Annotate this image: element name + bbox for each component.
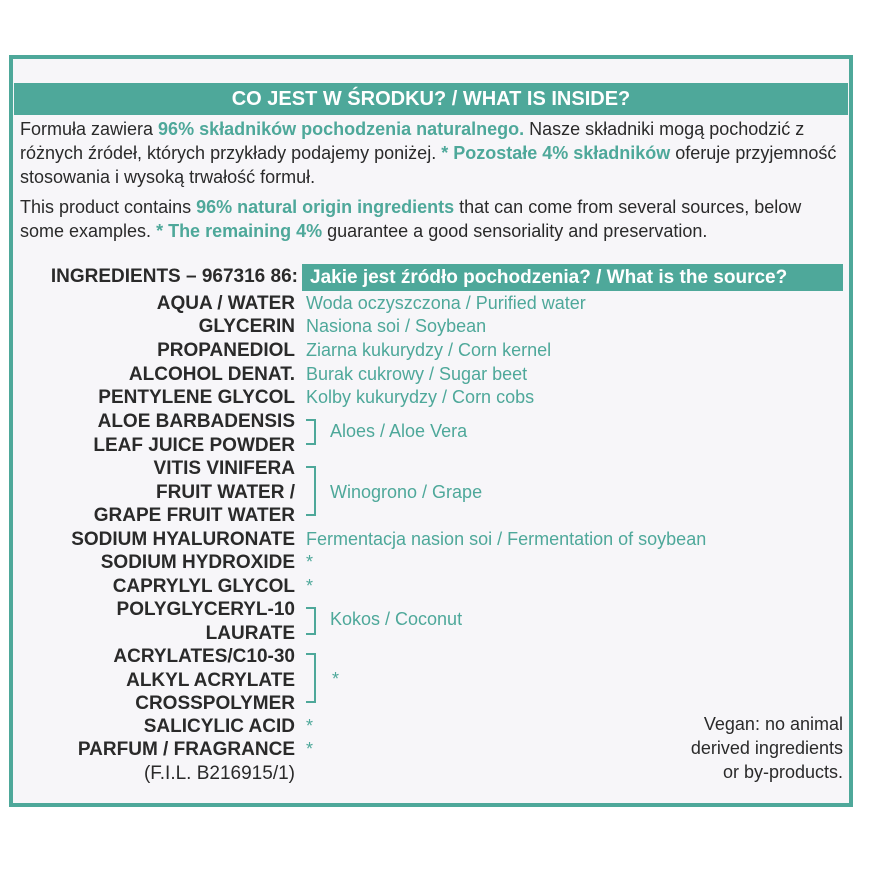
intro-english: This product contains 96% natural origin ingredients that can come from several sources, below some examples. * The remaining 4% guarantee a good sensoriality and preservation. xyxy=(20,197,802,241)
ingredient-name: CROSSPOLYMER xyxy=(135,693,295,714)
ingredient-name: CAPRYLYL GLYCOL xyxy=(112,576,295,597)
intro-polish: Formuła zawiera 96% składników pochodzenia naturalnego. Nasze składniki mogą pochodzić z różnych źródeł, których przykłady podajemy poniżej. * Pozostałe 4% składników oferuje przyjemność stosowania i wysoką trwałość formuł. xyxy=(20,119,837,187)
ingredient-name: SALICYLIC ACID xyxy=(143,716,295,737)
ingredient-name: AQUA / WATER xyxy=(156,293,295,314)
bracket-grape xyxy=(306,466,316,516)
ingredient-name: SODIUM HYDROXIDE xyxy=(100,552,295,573)
source-text: Ziarna kukurydzy / Corn kernel xyxy=(306,340,552,360)
source-text: Woda oczyszczona / Purified water xyxy=(306,293,586,313)
remaining-marker: * xyxy=(306,716,314,736)
ingredient-name: ACRYLATES/C10-30 xyxy=(113,646,295,667)
source-text: Kokos / Coconut xyxy=(330,609,463,629)
remaining-marker: * xyxy=(306,552,314,572)
ingredient-name: PARFUM / FRAGRANCE xyxy=(77,739,295,760)
vegan-statement: Vegan: no animal derived ingredients or by-products. xyxy=(690,714,843,782)
ingredients-heading: INGREDIENTS – 967316 86: xyxy=(50,266,298,287)
ingredient-name: VITIS VINIFERA xyxy=(153,458,295,479)
source-text: Fermentacja nasion soi / Fermentation of soybean xyxy=(306,529,707,549)
fil-code: (F.I.L. B216915/1) xyxy=(143,763,295,784)
ingredient-name: GLYCERIN xyxy=(198,316,295,337)
ingredient-name: FRUIT WATER / xyxy=(156,482,295,503)
remaining-marker: * xyxy=(306,576,314,596)
ingredient-name: GRAPE FRUIT WATER xyxy=(93,505,295,526)
source-text: Aloes / Aloe Vera xyxy=(330,421,468,441)
ingredient-name: SODIUM HYALURONATE xyxy=(71,529,295,550)
ingredient-name: POLYGLYCERYL-10 xyxy=(116,599,295,620)
ingredient-name: ALKYL ACRYLATE xyxy=(126,670,295,691)
ingredient-name: ALCOHOL DENAT. xyxy=(128,364,295,385)
ingredient-name: ALOE BARBADENSIS xyxy=(97,411,295,432)
bracket-acrylates xyxy=(306,653,316,703)
source-text: Nasiona soi / Soybean xyxy=(306,316,487,336)
bracket-coconut xyxy=(306,607,316,635)
ingredient-name: PROPANEDIOL xyxy=(157,340,295,361)
remaining-marker: * xyxy=(306,739,314,759)
ingredient-name: PENTYLENE GLYCOL xyxy=(98,387,295,408)
remaining-marker: * xyxy=(332,669,340,689)
source-text: Burak cukrowy / Sugar beet xyxy=(306,364,528,384)
ingredient-name: LAURATE xyxy=(205,623,295,644)
section-title: CO JEST W ŚRODKU? / WHAT IS INSIDE? xyxy=(14,83,848,115)
bracket-aloe xyxy=(306,419,316,445)
source-text: Winogrono / Grape xyxy=(330,482,483,502)
ingredient-name: LEAF JUICE POWDER xyxy=(93,435,295,456)
source-heading: Jakie jest źródło pochodzenia? / What is the source? xyxy=(302,264,843,291)
source-text: Kolby kukurydzy / Corn cobs xyxy=(306,387,535,407)
